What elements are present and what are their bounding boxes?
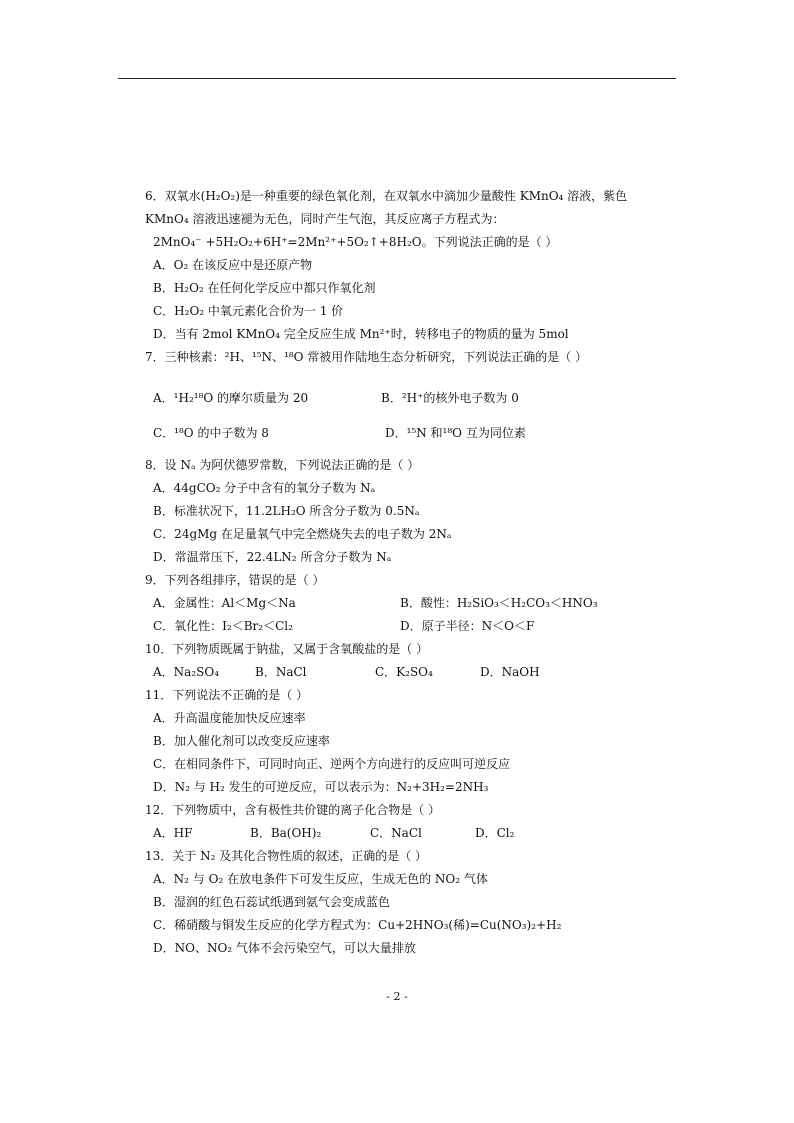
q7-option-a: A．¹H₂¹⁸O 的摩尔质量为 20 — [153, 391, 309, 405]
q13-option-d: D．NO、NO₂ 气体不会污染空气，可以大量排放 — [153, 941, 416, 955]
q11-option-b: B．加人催化剂可以改变反应速率 — [153, 734, 330, 748]
q9-stem: 9．下列各组排序，错误的是（ ） — [145, 573, 325, 587]
q6-stem-line1: 6．双氧水(H₂O₂)是一种重要的绿色氧化剂，在双氧水中滴加少量酸性 KMnO₄ 溶液，紫色 — [145, 189, 628, 203]
q11-option-a: A．升高温度能加快反应速率 — [153, 711, 306, 725]
q7-option-d: D．¹⁵N 和¹⁸O 互为同位素 — [385, 426, 526, 440]
q11-stem: 11．下列说法不正确的是（ ） — [145, 688, 309, 702]
q13-option-c: C．稀硝酸与铜发生反应的化学方程式为：Cu+2HNO₃(稀)=Cu(NO₃)₂+H₂ — [153, 918, 562, 932]
q10-stem: 10．下列物质既属于钠盐，又属于含氧酸盐的是（ ） — [145, 642, 429, 656]
q8-option-b: B．标准状况下，11.2LH₂O 所含分子数为 0.5Nₐ — [153, 504, 420, 518]
q9-option-d: D．原子半径：N＜O＜F — [400, 619, 535, 633]
q8-option-c: C．24gMg 在足量氧气中完全燃烧失去的电子数为 2Nₐ — [153, 527, 452, 541]
q12-option-b: B．Ba(OH)₂ — [250, 826, 322, 840]
q10-option-d: D．NaOH — [480, 665, 540, 679]
q8-option-a: A．44gCO₂ 分子中含有的氧分子数为 Nₐ — [153, 481, 376, 495]
q12-option-a: A．HF — [153, 826, 193, 840]
q6-equation: 2MnO₄⁻ +5H₂O₂+6H⁺=2Mn²⁺+5O₂↑+8H₂O。下列说法正确的是（ ） — [153, 235, 558, 249]
q12-option-c: C．NaCl — [370, 826, 422, 840]
q12-stem: 12．下列物质中，含有极性共价键的离子化合物是（ ） — [145, 803, 441, 817]
q13-option-b: B．湿润的红色石蕊试纸遇到氨气会变成蓝色 — [153, 895, 390, 909]
header-rule — [118, 78, 676, 79]
q11-option-d: D．N₂ 与 H₂ 发生的可逆反应，可以表示为：N₂+3H₂=2NH₃ — [153, 780, 489, 794]
q13-stem: 13．关于 N₂ 及其化合物性质的叙述，正确的是（ ） — [145, 849, 428, 863]
q9-option-b: B．酸性：H₂SiO₃＜H₂CO₃＜HNO₃ — [400, 596, 598, 610]
page-number: - 2 - — [386, 990, 408, 1003]
q9-option-c: C．氧化性：I₂＜Br₂＜Cl₂ — [153, 619, 293, 633]
q10-option-b: B．NaCl — [255, 665, 307, 679]
q10-option-c: C．K₂SO₄ — [375, 665, 433, 679]
q8-option-d: D．常温常压下，22.4LN₂ 所含分子数为 Nₐ — [153, 550, 392, 564]
q8-stem: 8．设 Nₐ 为阿伏德罗常数，下列说法正确的是（ ） — [145, 458, 420, 472]
q6-option-c: C．H₂O₂ 中氧元素化合价为一 1 价 — [153, 304, 344, 318]
q6-stem-line2: KMnO₄ 溶液迅速褪为无色，同时产生气泡，其反应离子方程式为： — [145, 212, 505, 226]
q12-option-d: D．Cl₂ — [475, 826, 515, 840]
q7-option-c: C．¹⁸O 的中子数为 8 — [153, 426, 269, 440]
q6-option-a: A．O₂ 在该反应中是还原产物 — [153, 258, 313, 272]
q6-option-d: D．当有 2mol KMnO₄ 完全反应生成 Mn²⁺时，转移电子的物质的量为 5mol — [153, 327, 569, 341]
q9-option-a: A．金属性：Al＜Mg＜Na — [153, 596, 296, 610]
q11-option-c: C．在相同条件下，可同时向正、逆两个方向进行的反应叫可逆反应 — [153, 757, 511, 771]
q7-stem: 7．三种核素：²H、¹⁵N、¹⁸O 常被用作陆地生态分析研究，下列说法正确的是（ ） — [145, 350, 588, 364]
q13-option-a: A．N₂ 与 O₂ 在放电条件下可发生反应，生成无色的 NO₂ 气体 — [153, 872, 488, 886]
q6-option-b: B．H₂O₂ 在任何化学反应中都只作氧化剂 — [153, 281, 376, 295]
q10-option-a: A．Na₂SO₄ — [153, 665, 220, 679]
q7-option-b: B．²H⁺的核外电子数为 0 — [381, 391, 519, 405]
